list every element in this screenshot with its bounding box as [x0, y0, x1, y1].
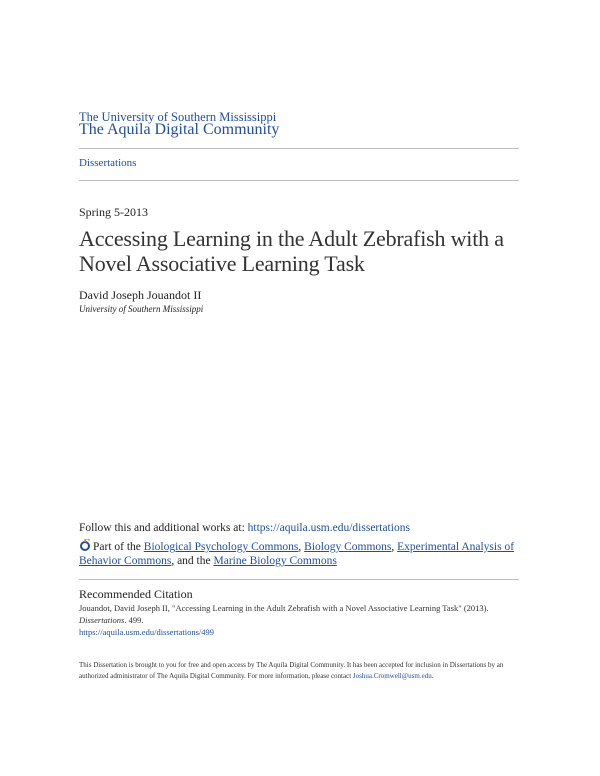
follow-line — [79, 522, 410, 534]
part-of-line — [79, 539, 519, 568]
citation-series: Dissertations — [79, 615, 125, 625]
dissertations-url-link[interactable]: https://aquila.usm.edu/dissertations — [247, 522, 410, 534]
separator: , — [391, 541, 398, 553]
separator: , — [298, 541, 305, 553]
community-link[interactable]: The Aquila Digital Community — [79, 121, 280, 138]
notice-end: . — [431, 672, 434, 680]
biology-commons-link[interactable]: Biology Commons — [304, 541, 392, 553]
citation-body: Jouandot, David Joseph II, "Accessing Learning in the Adult Zebrafish with a Novel Associative Learning Task" (2013). — [79, 603, 489, 613]
citation-url-link[interactable]: https://aquila.usm.edu/dissertations/499 — [79, 627, 215, 637]
citation-text — [79, 602, 519, 638]
open-access-icon — [79, 539, 91, 551]
experimental-analysis-of-behavior-commons-link[interactable]: Experimental Analysis of Behavior Commons — [79, 541, 515, 567]
divider — [79, 579, 519, 580]
recommended-citation-heading: Recommended Citation — [79, 587, 193, 601]
author-affiliation: University of Southern Mississippi — [79, 304, 204, 314]
author-name: David Joseph Jouandot II — [79, 288, 202, 302]
access-notice — [79, 660, 524, 682]
citation-number: . 499. — [124, 615, 144, 625]
marine-biology-commons-link[interactable]: Marine Biology Commons — [213, 555, 337, 567]
notice-text: This Dissertation is brought to you for free and open access by The Aquila Digital Community. It has been accepted for inclusion in Dissertations by an authorized administrator of The Aquila Digital Community. For more information, please contact — [79, 661, 504, 680]
university-name: The University of Southern Mississippi — [79, 110, 277, 124]
biological-psychology-commons-link[interactable]: Biological Psychology Commons — [143, 541, 299, 553]
divider — [79, 148, 519, 149]
separator: , and the — [171, 555, 214, 567]
divider — [79, 180, 519, 181]
page-title: Accessing Learning in the Adult Zebrafish with a Novel Associative Learning Task — [79, 226, 504, 276]
publication-date: Spring 5-2013 — [79, 205, 148, 219]
contact-email-link[interactable]: Joshua.Cromwell@usm.edu — [352, 672, 432, 680]
part-of-prefix: Part of the — [93, 541, 144, 553]
follow-label: Follow this and additional works at: — [79, 522, 248, 534]
collection-link[interactable]: Dissertations — [79, 157, 137, 169]
